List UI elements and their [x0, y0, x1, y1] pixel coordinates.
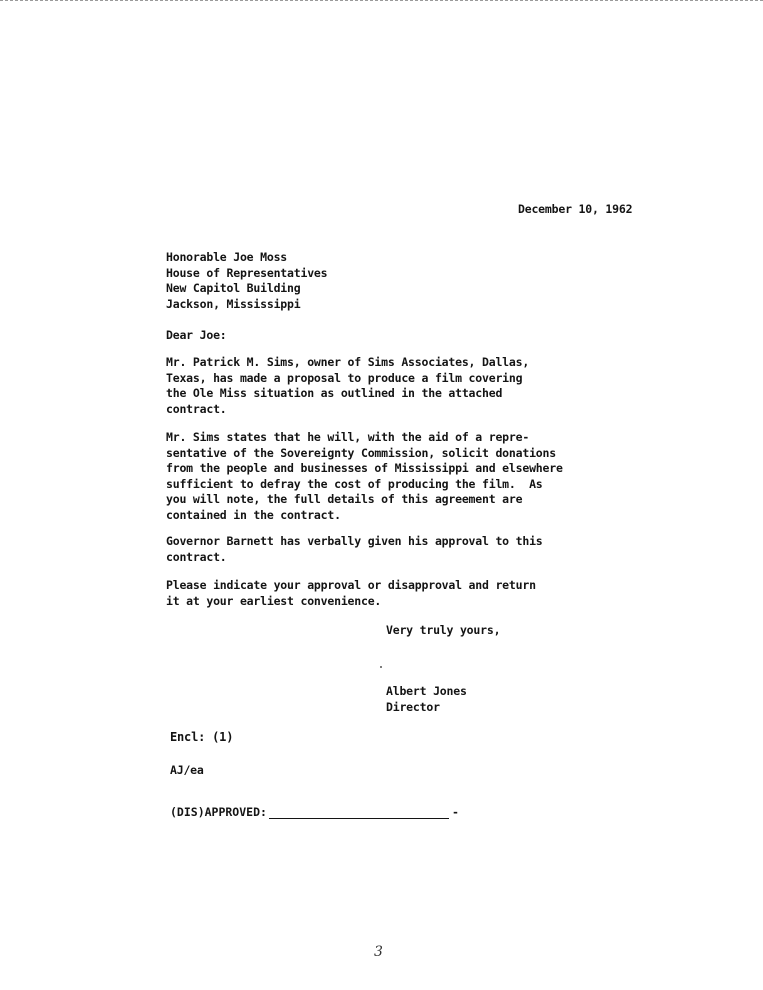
enclosure-note: Encl: (1)	[170, 730, 234, 744]
paragraph-line: sentative of the Sovereignty Commission, solicit donations	[166, 445, 556, 460]
paragraph-line: contained in the contract.	[166, 507, 341, 522]
signature-block	[386, 684, 467, 715]
recipient-line: House of Representatives	[166, 265, 328, 280]
paragraph-line: Mr. Sims states that he will, with the aid of a repre-	[166, 430, 530, 444]
paragraph-line: Governor Barnett has verbally given his approval to this	[166, 534, 543, 548]
paragraph-line: the Ole Miss situation as outlined in the attached	[166, 386, 503, 400]
paragraph-line: sufficient to defray the cost of producing the film. As	[166, 476, 543, 491]
paragraph-line: it at your earliest convenience.	[166, 593, 382, 608]
paragraph-governor	[166, 534, 543, 565]
paragraph-line: contract.	[166, 401, 227, 416]
paragraph-line: Please indicate your approval or disapproval and return	[166, 578, 536, 592]
approval-label: (DIS)APPROVED:	[170, 805, 267, 819]
recipient-line: Jackson, Mississippi	[166, 296, 301, 311]
recipient-line: New Capitol Building	[166, 281, 301, 295]
paragraph-proposal	[166, 355, 529, 417]
paragraph-line: Mr. Patrick M. Sims, owner of Sims Associates, Dallas,	[166, 355, 530, 369]
ink-speck	[380, 666, 382, 668]
salutation: Dear Joe:	[166, 328, 227, 342]
approval-signature-line	[269, 806, 449, 819]
recipient-address	[166, 250, 327, 312]
letter-date: December 10, 1962	[518, 202, 633, 216]
paragraph-donations	[166, 430, 563, 523]
complimentary-close: Very truly yours,	[386, 623, 501, 637]
top-edge-rule	[0, 0, 763, 1]
paragraph-request	[166, 578, 536, 609]
approval-field	[170, 805, 459, 821]
recipient-line: Honorable Joe Moss	[166, 250, 288, 264]
reference-initials: AJ/ea	[170, 763, 204, 777]
paragraph-line: from the people and businesses of Mississippi and elsewhere	[166, 461, 563, 475]
paragraph-line: Texas, has made a proposal to produce a film covering	[166, 370, 523, 385]
approval-trailing-mark: -	[451, 805, 459, 819]
signer-name: Albert Jones	[386, 684, 467, 698]
paragraph-line: contract.	[166, 549, 227, 564]
paragraph-line: you will note, the full details of this agreement are	[166, 492, 523, 506]
page-number: 3	[374, 944, 383, 960]
signer-title: Director	[386, 699, 440, 714]
